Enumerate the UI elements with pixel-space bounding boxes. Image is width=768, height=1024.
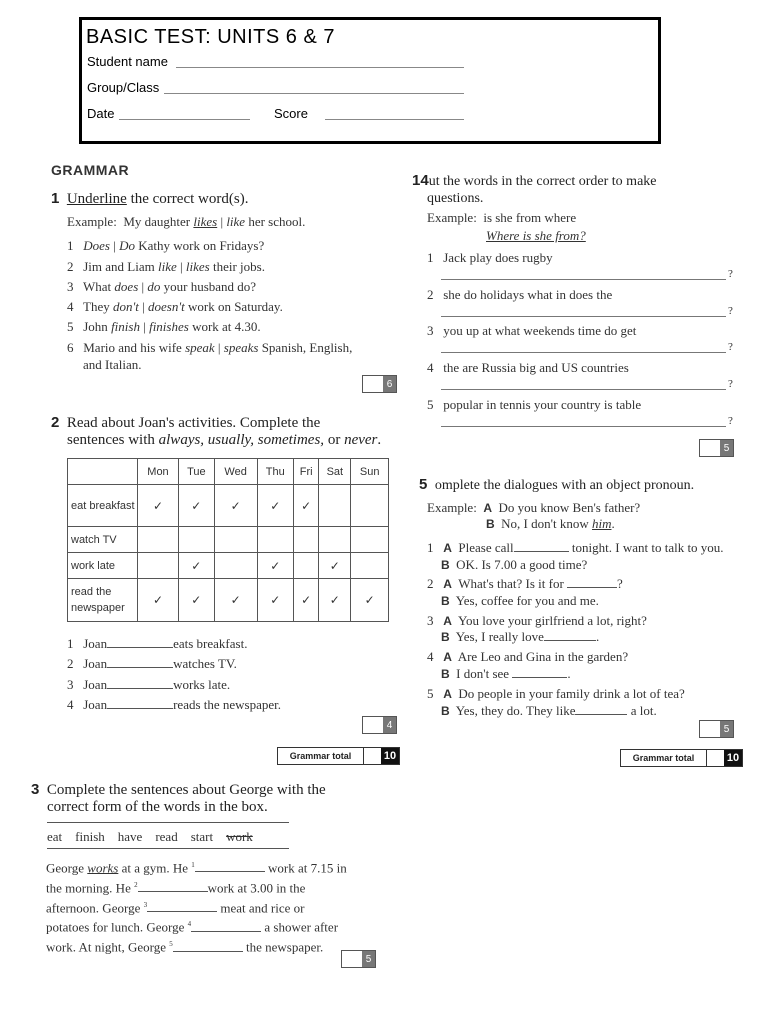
q1-example: Example: My daughter likes | like her school. bbox=[67, 214, 306, 229]
score-entry[interactable] bbox=[342, 951, 362, 967]
table-corner bbox=[68, 459, 138, 485]
answer-line[interactable] bbox=[441, 389, 726, 390]
tick-cell: ✓ bbox=[214, 579, 257, 622]
tick-cell bbox=[294, 527, 319, 553]
word-option: finish bbox=[75, 829, 105, 844]
q2-item-2: 2 Joan watches TV. bbox=[67, 656, 237, 671]
table-row bbox=[68, 527, 389, 553]
tick-cell bbox=[294, 553, 319, 579]
score-field[interactable] bbox=[325, 119, 464, 120]
q5-dialogue-3-a: 3 A You love your girlfriend a lot, right? bbox=[427, 613, 647, 628]
answer-blank[interactable] bbox=[514, 541, 569, 552]
score-max: 6 bbox=[383, 376, 396, 392]
q5-dialogue-4-b: B I don't see . bbox=[441, 666, 571, 681]
score-label: Score bbox=[274, 106, 308, 121]
question-mark: ? bbox=[728, 415, 733, 427]
tick-cell bbox=[257, 527, 294, 553]
word-option: start bbox=[190, 829, 214, 844]
student-name-label: Student name bbox=[87, 54, 168, 69]
q5-dialogue-3-b: B Yes, I really love . bbox=[441, 629, 600, 644]
tick-cell: ✓ bbox=[214, 485, 257, 527]
table-header-row bbox=[68, 459, 389, 485]
student-name-field[interactable] bbox=[176, 67, 464, 68]
tick-cell: ✓ bbox=[138, 485, 179, 527]
tick-cell: ✓ bbox=[294, 485, 319, 527]
q3-paragraph: George works at a gym. He $^1$ work at 7.15 in the morning. He $^2$ work at 3.00 in the afternoon. George $^3$ meat and rice or potatoes for lunch. George $^4$ a shower after work. At night, George $^5$ the newspaper. bbox=[46, 860, 347, 955]
q1-item-1: 1 Does | Do Kathy work on Fridays? bbox=[67, 238, 265, 253]
q1-item-3: 3 What does | do your husband do? bbox=[67, 279, 257, 294]
q5-dialogue-2-a: 2 A What's that? Is it for ? bbox=[427, 576, 623, 591]
q1-option-b[interactable]: likes bbox=[185, 259, 210, 274]
q2-instruction: 2 Read about Joan's activities. Complete the sentences with always, usually, sometimes, or never. bbox=[51, 414, 382, 448]
q4-item-5: 5 popular in tennis your country is table bbox=[427, 397, 642, 412]
answer-blank[interactable] bbox=[107, 678, 173, 689]
answer-blank[interactable] bbox=[147, 901, 217, 912]
word-option-used: work bbox=[226, 829, 253, 844]
question-mark: ? bbox=[728, 268, 733, 280]
answer-blank[interactable] bbox=[173, 941, 243, 952]
word-box bbox=[47, 828, 266, 845]
q5-dialogue-5-b: B Yes, they do. They like a lot. bbox=[441, 703, 657, 718]
score-entry[interactable] bbox=[363, 376, 383, 392]
tick-cell bbox=[214, 527, 257, 553]
q4-item-4: 4 the are Russia big and US countries bbox=[427, 360, 629, 375]
grammar-total-entry[interactable] bbox=[364, 748, 381, 764]
activity-table bbox=[67, 458, 389, 622]
answer-line[interactable] bbox=[441, 316, 726, 317]
q1-option-a[interactable]: like bbox=[158, 259, 177, 274]
score-entry[interactable] bbox=[700, 721, 720, 737]
q3-instruction: 3 Complete the sentences about George with the correct form of the words in the box. bbox=[31, 781, 326, 815]
score-entry[interactable] bbox=[700, 440, 720, 456]
answer-blank[interactable] bbox=[575, 704, 627, 715]
word-box-bottom-rule bbox=[47, 848, 289, 849]
date-label: Date bbox=[87, 106, 115, 121]
tick-cell bbox=[178, 527, 214, 553]
tick-cell: ✓ bbox=[319, 553, 351, 579]
q2-item-4: 4 Joan reads the newspaper. bbox=[67, 697, 282, 712]
q2-item-1: 1 Joan eats breakfast. bbox=[67, 636, 248, 651]
word-option: eat bbox=[47, 829, 63, 844]
answer-blank[interactable] bbox=[195, 861, 265, 872]
tick-cell bbox=[319, 527, 351, 553]
q1-option-a[interactable]: don't bbox=[112, 299, 139, 314]
date-field[interactable] bbox=[119, 119, 250, 120]
tick-cell: ✓ bbox=[351, 579, 389, 622]
q4-item-2: 2 she do holidays what in does the bbox=[427, 287, 613, 302]
answer-blank[interactable] bbox=[107, 698, 173, 709]
question-mark: ? bbox=[728, 305, 733, 317]
q1-option-b[interactable]: doesn't bbox=[148, 299, 185, 314]
answer-blank[interactable] bbox=[512, 667, 567, 678]
q1-option-b[interactable]: do bbox=[147, 279, 161, 294]
q2-score-box[interactable] bbox=[362, 716, 397, 734]
q5-example-b: B No, I don't know him. bbox=[486, 516, 615, 531]
tick-cell bbox=[319, 485, 351, 527]
word-option: read bbox=[155, 829, 178, 844]
answer-line[interactable] bbox=[441, 426, 726, 427]
q5-example-a: Example: A Do you know Ben's father? bbox=[427, 500, 641, 515]
tick-cell bbox=[138, 527, 179, 553]
word-box-top-rule bbox=[47, 822, 289, 823]
day-header: Sat bbox=[319, 459, 351, 485]
q4-item-3: 3 you up at what weekends time do get bbox=[427, 323, 637, 338]
day-header: Thu bbox=[257, 459, 294, 485]
grammar-total-max: 10 bbox=[381, 748, 399, 764]
q4-example-answer: Where is she from? bbox=[486, 228, 586, 243]
group-class-field[interactable] bbox=[164, 93, 464, 94]
tick-cell: ✓ bbox=[178, 553, 214, 579]
score-max: 5 bbox=[720, 440, 733, 456]
score-max: 5 bbox=[362, 951, 375, 967]
tick-cell: ✓ bbox=[178, 485, 214, 527]
question-mark: ? bbox=[728, 378, 733, 390]
q1-option-a[interactable]: finish bbox=[111, 319, 140, 334]
tick-cell bbox=[214, 553, 257, 579]
table-row bbox=[68, 553, 389, 579]
grammar-total-entry[interactable] bbox=[707, 750, 724, 766]
day-header: Sun bbox=[351, 459, 389, 485]
q1-item-6-cont: and Italian. bbox=[83, 357, 142, 372]
question-mark: ? bbox=[728, 341, 733, 353]
score-max: 5 bbox=[720, 721, 733, 737]
q3-score-box[interactable] bbox=[341, 950, 376, 968]
score-max: 4 bbox=[383, 717, 396, 733]
tick-cell: ✓ bbox=[178, 579, 214, 622]
q4-score-box[interactable] bbox=[699, 439, 734, 457]
grammar-total-box bbox=[277, 747, 400, 765]
q1-option-b[interactable]: finishes bbox=[149, 319, 189, 334]
tick-cell: ✓ bbox=[319, 579, 351, 622]
q4-example: Example: is she from where bbox=[427, 210, 577, 225]
q1-item-4: 4 They don't | doesn't work on Saturday. bbox=[67, 299, 283, 314]
row-label: eat breakfast bbox=[68, 485, 138, 527]
grammar-total-max: 10 bbox=[724, 750, 742, 766]
section-title: GRAMMAR bbox=[51, 162, 130, 178]
grammar-total-box-2 bbox=[620, 749, 743, 767]
tick-cell: ✓ bbox=[138, 579, 179, 622]
day-header: Mon bbox=[138, 459, 179, 485]
q5-instruction: 5 omplete the dialogues with an object pronoun. bbox=[419, 476, 695, 493]
row-label: watch TV bbox=[68, 527, 138, 553]
table-row bbox=[68, 485, 389, 527]
q1-option-a[interactable]: Does bbox=[83, 238, 110, 253]
day-header: Tue bbox=[178, 459, 214, 485]
tick-cell: ✓ bbox=[257, 553, 294, 579]
q2-item-3: 3 Joan works late. bbox=[67, 677, 231, 692]
tick-cell bbox=[351, 553, 389, 579]
score-entry[interactable] bbox=[363, 717, 383, 733]
table-row bbox=[68, 579, 389, 622]
q5-dialogue-4-a: 4 A Are Leo and Gina in the garden? bbox=[427, 649, 629, 664]
day-header: Wed bbox=[214, 459, 257, 485]
q1-instruction: 1 Underline the correct word(s). bbox=[51, 190, 249, 207]
q5-dialogue-1-a: 1 A Please call tonight. I want to talk to you. bbox=[427, 540, 724, 555]
grammar-total-label: Grammar total bbox=[621, 750, 707, 766]
q1-option-a[interactable]: speak bbox=[185, 340, 215, 355]
day-header: Fri bbox=[294, 459, 319, 485]
q5-dialogue-1-b: B OK. Is 7.00 a good time? bbox=[441, 557, 588, 572]
q5-dialogue-2-b: B Yes, coffee for you and me. bbox=[441, 593, 599, 608]
answer-blank[interactable] bbox=[191, 921, 261, 932]
q4-instruction: 14ut the words in the correct order to make questions. bbox=[412, 172, 657, 206]
group-class-label: Group/Class bbox=[87, 80, 160, 95]
q5-dialogue-5-a: 5 A Do people in your family drink a lot of tea? bbox=[427, 686, 685, 701]
row-label: work late bbox=[68, 553, 138, 579]
answer-blank[interactable] bbox=[544, 630, 596, 641]
row-label: read the newspaper bbox=[68, 579, 138, 622]
q1-option-a[interactable]: does bbox=[114, 279, 139, 294]
answer-line[interactable] bbox=[441, 279, 726, 280]
answer-blank[interactable] bbox=[567, 577, 617, 588]
tick-cell: ✓ bbox=[294, 579, 319, 622]
tick-cell: ✓ bbox=[257, 579, 294, 622]
q5-score-box[interactable] bbox=[699, 720, 734, 738]
q1-item-6: 6 Mario and his wife speak | speaks Spanish, English, bbox=[67, 340, 353, 355]
q1-option-b[interactable]: speaks bbox=[223, 340, 259, 355]
tick-cell bbox=[351, 485, 389, 527]
tick-cell bbox=[138, 553, 179, 579]
tick-cell: ✓ bbox=[257, 485, 294, 527]
answer-blank[interactable] bbox=[107, 657, 173, 668]
test-title: BASIC TEST: UNITS 6 & 7 bbox=[86, 26, 335, 48]
q1-option-b[interactable]: Do bbox=[119, 238, 135, 253]
tick-cell bbox=[351, 527, 389, 553]
answer-line[interactable] bbox=[441, 352, 726, 353]
word-option: have bbox=[117, 829, 143, 844]
grammar-total-label: Grammar total bbox=[278, 748, 364, 764]
q1-item-5: 5 John finish | finishes work at 4.30. bbox=[67, 319, 261, 334]
q1-item-2: 2 Jim and Liam like | likes their jobs. bbox=[67, 259, 265, 274]
q4-item-1: 1 Jack play does rugby bbox=[427, 250, 553, 265]
q1-score-box[interactable] bbox=[362, 375, 397, 393]
answer-blank[interactable] bbox=[138, 881, 208, 892]
answer-blank[interactable] bbox=[107, 637, 173, 648]
